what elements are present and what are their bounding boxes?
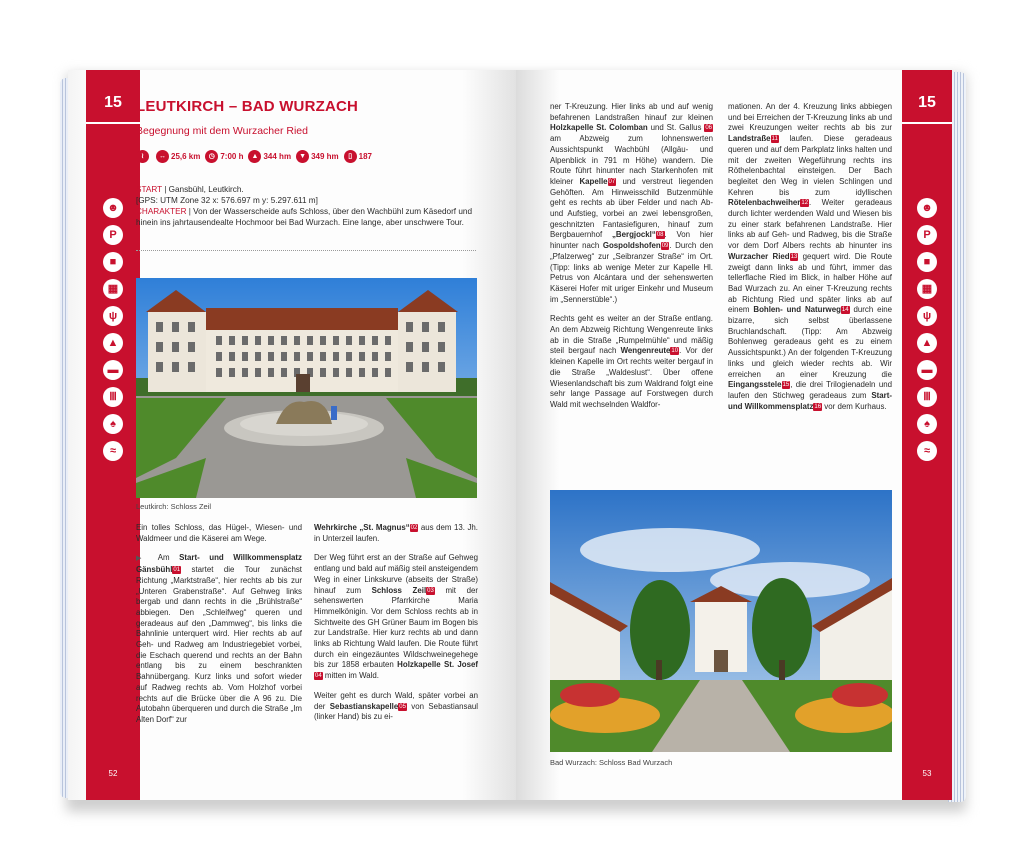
castle-window <box>359 352 365 361</box>
text-column-3 <box>550 102 713 420</box>
phone-icon: ▯ <box>344 150 357 163</box>
stat-value: 7:00 h <box>220 152 244 161</box>
character-text: | Von der Wasserscheide aufs Schloss, über den Wachbühl zum Käsedorf und hinein ins jahrtausendealte Hochmoor bei Bad Wurzach. Eine lange, aber unschwere Tour. <box>136 207 473 227</box>
castle-window <box>372 368 378 377</box>
page-number: 52 <box>108 769 118 778</box>
body-text: durch eine bizarre, sich selbst überlassene Bruchlandschaft. (Tipp: Am Abzweig Bohlenweg geradeaus geht es zu einem Aussichtspunkt.) An der folgenden T-Kreuzung links und gleich wieder rechts ab. Wir erreichen an einer Kreuzung die <box>728 305 892 379</box>
castle-window <box>385 352 391 361</box>
body-text: . Von hier hinunter nach <box>550 230 713 251</box>
stat-item <box>248 150 291 163</box>
stat-value: 187 <box>358 152 372 161</box>
place-name: Landstraße <box>728 134 771 144</box>
castle-window <box>268 368 274 377</box>
tab-divider-right <box>902 122 952 124</box>
castle-window <box>229 336 235 345</box>
body-text: gequert wird. Die Route zweigt dann links ab und führt, immer das tellerflache Ried im Blick, in halber Höhe auf Bad Wurzach zu. An einer T-Kreuzung rechts ab Richtung Ried und später links ab auf einem <box>728 251 892 315</box>
stat-value: 344 hm <box>263 152 292 161</box>
castle-window <box>346 352 352 361</box>
stat-item <box>136 150 151 163</box>
body-text: laufen. Diese geradeaus queren und auf dem Parkplatz links halten und mit der zweiten Wegeführung rechts ins Röthelenbachtal einsteigen. Der Bach begleitet den Weg in vielen Schlingen und Kehren bis zum idyllischen <box>728 134 892 197</box>
body-text: mit der sehenswerten Pfarrkirche Maria Himmelkönigin. Vor dem Schloss rechts ab in Sichtweite des GH Grüner Baum im Bogen bis zur Landstraße. Hier kurz rechts ab und dann links ab Richtung Wald laufen. Die Route führt durch ein eingezäuntes Wildschweinegehege bis zur 1858 erbauten <box>314 585 478 670</box>
castle-window <box>242 368 248 377</box>
body-text: aus dem 13. Jh. in Unterzeil laufen. <box>314 523 478 543</box>
route-paragraph-4 <box>314 691 478 723</box>
castle-window <box>242 336 248 345</box>
parking-icon: P <box>917 225 937 245</box>
restaurant-icon: ψ <box>103 306 123 326</box>
castle-window <box>172 322 179 332</box>
castle-window <box>346 336 352 345</box>
stat-value: 349 hm <box>311 152 339 161</box>
swimming-icon: ≈ <box>917 441 937 461</box>
photo-caption-left: Leutkirch: Schloss Zeil <box>136 502 212 511</box>
text-column-2 <box>314 523 478 732</box>
waypoint-marker: 03 <box>427 587 434 594</box>
bed-icon: ▬ <box>917 360 937 380</box>
place-name: Wengenreute <box>620 346 671 356</box>
stat-item <box>296 150 339 163</box>
castle-window <box>406 322 413 332</box>
castle-window <box>188 362 195 372</box>
castle-window <box>385 368 391 377</box>
place-name: Bohlen- und Naturweg <box>753 305 841 315</box>
body-text: , die drei Trilogienadeln und laufen den Stichweg geradeaus zum <box>728 380 892 400</box>
body-text: . Vor der kleinen Kapelle im Ort rechts weiter bergauf in die Straße „Waldeslust“. Über offene Wiesenlandschaft bis zum Waldrand folgt eine sehr lange Passage auf Forstwegen durch Wald mit wechselnden Waldfor- <box>550 346 713 409</box>
body-text: . Weiter geradeaus durch lichter werdenden Wald und Wiesen bis zu einer stark befahrenen Landstraße. Hier links ab auf Geh- und Radweg, bis die Straße vor dem Dorf Albers rechts ab hinunter ins <box>728 198 892 251</box>
bear-icon: ☻ <box>103 198 123 218</box>
body-text: . Durch den „Pfalzerweg“ zur „Seibranzer Straße“ im Ort. (Tipp: links ab wenige Meter zur Kapelle Hl. Petrus von Alcántara und der sehenswerten Käserei Hofer mit uriger Einkehr und Museum im „Sennerstüble“.) <box>550 241 713 304</box>
stat-value: 25,6 km <box>171 152 201 161</box>
photo-schloss-zeil <box>136 278 477 498</box>
camping-icon: ▲ <box>103 333 123 353</box>
tab-icon-column <box>86 198 140 468</box>
castle-window <box>406 362 413 372</box>
castle-window <box>242 352 248 361</box>
bed-icon: ▬ <box>103 360 123 380</box>
castle-window <box>307 336 313 345</box>
waypoint-marker: 08 <box>656 232 664 239</box>
castle-window <box>255 368 261 377</box>
swimming-icon: ≈ <box>103 441 123 461</box>
tour-title: LEUTKIRCH – BAD WURZACH <box>136 98 359 115</box>
place-name: Kapelle <box>579 176 608 186</box>
route-paragraph-1 <box>136 553 302 725</box>
castle-window <box>346 368 352 377</box>
castle-window <box>385 336 391 345</box>
camping-icon: ▲ <box>917 333 937 353</box>
waypoint-marker: 02 <box>410 525 418 531</box>
place-name: Schloss Zeil <box>371 585 427 595</box>
place-name: Start- und Willkommensplatz Gänsbühl <box>136 553 302 575</box>
waypoint-marker: 07 <box>608 178 616 185</box>
bear-icon: ☻ <box>917 198 937 218</box>
place-name: Holzkapelle St. Josef <box>397 660 478 670</box>
body-text: am Abzweig zum lohnenswerten Aussichtspunkt Wachbühl (Allgäu- und Alpenblick in 791 m Höhe) wandern. Die Route führt hinunter nach Starkenhofen mit kleiner <box>550 134 713 186</box>
museum-icon: Ⅲ <box>103 387 123 407</box>
body-text: und St. Gallus <box>647 123 705 133</box>
castle-window <box>216 368 222 377</box>
waypoint-marker: 15 <box>782 382 790 389</box>
page-number-right: 53 <box>922 769 932 778</box>
dotted-divider <box>136 250 476 251</box>
right-red-tab <box>902 70 952 800</box>
place-name: Rötelenbachweiher <box>728 198 801 208</box>
stat-item <box>205 150 243 163</box>
tour-subtitle: Begegnung mit dem Wurzacher Ried <box>136 125 308 137</box>
body-text: startet die Tour zunächst Richtung „Marktstraße“, hier rechts ab bis zur „Unteren Grabenstraße“. Auf Gehweg links bergab und dann rechts in die „Brühlstraße“ abbiegen. Den „Schleifweg“ queren und geradeaus auf den „Dammweg“, bis links die Bahnlinie unterquert wird. Hier rechts ab auf Geh- und Radweg am Industriegebiet vorbei, die Eschach querend und rechts an der Bahn entlang bis zu einem beschrankten Bahnübergang. Kurz links und sofort wieder auf Radweg rechts ab. Vom Holzhof vorbei rechts auf die Brücke über die A 96 zu. Die Autobahn überqueren und durch die Straße „Im Alten Dorf“ zur <box>136 565 302 724</box>
distance-icon: ↔ <box>156 150 169 163</box>
bus-icon: ■ <box>103 252 123 272</box>
waypoint-marker: 14 <box>841 307 849 314</box>
tree-icon: ♠ <box>103 414 123 434</box>
waypoint-marker: 11 <box>771 136 778 143</box>
intro-paragraph: Ein tolles Schloss, das Hügel-, Wiesen- und Waldmeer und die Käserei am Wege. <box>136 523 302 543</box>
route-paragraph-5 <box>550 102 713 305</box>
castle-window <box>216 336 222 345</box>
route-paragraph-2 <box>314 523 478 544</box>
museum-icon: Ⅲ <box>917 387 937 407</box>
route-paragraph-6 <box>550 314 713 410</box>
body-text: Der Weg führt erst an der Straße auf Gehweg entlang und bald auf mäßig steil ansteigendem Weg in einer Linkskurve (abseits der Straße) hinauf zum <box>314 553 478 595</box>
castle-window <box>359 368 365 377</box>
place-name: Gospoldshofen <box>602 241 661 251</box>
body-text: vor dem Kurhaus. <box>822 401 887 411</box>
waypoint-marker: 01 <box>173 567 181 574</box>
text-column-4 <box>728 102 892 421</box>
body-text: ner T-Kreuzung. Hier links ab und auf wenig befahrenen Landstraßen hinauf zur kleinen <box>550 102 713 122</box>
castle-window <box>320 368 326 377</box>
castle-window <box>255 352 261 361</box>
castle-window <box>294 352 300 361</box>
castle-window <box>438 322 445 332</box>
waypoint-marker: 16 <box>814 403 822 410</box>
tree-icon: ♠ <box>917 414 937 434</box>
castle-window <box>156 322 163 332</box>
castle-window <box>372 352 378 361</box>
arrow-marker-icon: ▶ <box>136 555 149 563</box>
tour-number-right: 15 <box>918 94 936 111</box>
waypoint-marker: 06 <box>705 125 712 132</box>
castle-window <box>156 342 163 352</box>
castle-window <box>333 352 339 361</box>
bus-icon: ■ <box>917 252 937 272</box>
body-text: und verstreut liegenden Gehöften. Am Hinweisschild Butzenmühle geht es rechts ab über Felder und nach Ab- und Aufstieg, vorbei an zwei lebensgroßen, geschnitzten Fantasiefiguren, hinauf zum Bergbauernhof <box>550 176 713 240</box>
clock-icon: ◷ <box>205 150 218 163</box>
castle-window <box>438 362 445 372</box>
castle-window <box>281 368 287 377</box>
castle-window <box>422 342 429 352</box>
left-red-tab <box>86 70 140 800</box>
castle-window <box>268 336 274 345</box>
castle-window <box>172 342 179 352</box>
place-name: Holzkapelle St. Colomban <box>550 123 648 133</box>
descent-icon: ▼ <box>296 150 309 163</box>
castle-window <box>268 352 274 361</box>
right-page <box>516 70 952 800</box>
castle-window <box>156 362 163 372</box>
route-paragraph-3 <box>314 553 478 681</box>
castle-window <box>294 336 300 345</box>
castle-window <box>281 336 287 345</box>
tab-icon-column-right <box>902 198 952 468</box>
shop-icon: ▦ <box>917 279 937 299</box>
tour-stats <box>136 150 372 163</box>
character-label: CHARAKTER <box>136 207 187 216</box>
castle-window <box>422 322 429 332</box>
gps-text: [GPS: UTM Zone 32 x: 576.697 m y: 5.297.611 m] <box>136 196 318 205</box>
stat-item <box>344 150 372 163</box>
waypoint-marker: 13 <box>790 253 798 260</box>
castle-window <box>281 352 287 361</box>
castle-window <box>172 362 179 372</box>
castle-window <box>333 368 339 377</box>
place-name: Eingangsstele <box>728 380 782 390</box>
castle-window <box>406 342 413 352</box>
place-name: Start- und Willkommensplatz <box>728 390 892 411</box>
castle-window <box>320 336 326 345</box>
body-text: mationen. An der 4. Kreuzung links abbiegen und bei Erreichen der T-Kreuzung links ab und zwei Kreuzungen weiter rechts ab bis zur <box>728 102 892 133</box>
waypoint-marker: 10 <box>671 348 679 355</box>
body-text: von Sebastiansaul (linker Hand) bis zu ei- <box>314 701 478 722</box>
castle-window <box>372 336 378 345</box>
stat-item <box>156 150 200 163</box>
start-label: START <box>136 185 162 194</box>
body-text: mitten im Wald. <box>322 671 379 681</box>
restaurant-icon: ψ <box>917 306 937 326</box>
place-name: „Bergjockl“ <box>611 230 656 240</box>
castle-window <box>188 322 195 332</box>
castle-window <box>359 336 365 345</box>
place-name: Sebastianskapelle <box>329 701 399 711</box>
castle-window <box>422 362 429 372</box>
castle-window <box>333 336 339 345</box>
castle-window <box>307 352 313 361</box>
body-text: Weiter geht es durch Wald, später vorbei an der <box>314 690 478 711</box>
place-name: Wurzacher Ried <box>728 251 790 261</box>
parking-icon: P <box>103 225 123 245</box>
text-column-1 <box>136 523 302 735</box>
waypoint-marker: 04 <box>315 673 322 680</box>
castle-window <box>188 342 195 352</box>
waypoint-marker: 09 <box>661 243 669 250</box>
photo-schloss-bad-wurzach <box>550 490 892 752</box>
left-page <box>68 70 516 800</box>
body-text: Rechts geht es weiter an der Straße entlang. An dem Abzweig Richtung Wengenreute links ab in die Straße „Rumpelmühle“ und mäßig steil bergauf nach <box>550 314 713 356</box>
start-text: | Gansbühl, Leutkirch. <box>161 185 244 194</box>
tab-divider <box>86 122 140 124</box>
tour-number: 15 <box>104 94 122 111</box>
castle-window <box>255 336 261 345</box>
body-text: Am <box>157 553 180 563</box>
waypoint-marker: 12 <box>801 200 809 207</box>
waypoint-marker: 05 <box>399 703 406 710</box>
castle-window <box>438 342 445 352</box>
tour-info-block <box>136 184 476 228</box>
castle-window <box>229 368 235 377</box>
castle-window <box>216 352 222 361</box>
place-name: Wehrkirche „St. Magnus“ <box>314 523 410 532</box>
ascent-icon: ▲ <box>248 150 261 163</box>
route-paragraph-7 <box>728 102 892 412</box>
photo-caption-right: Bad Wurzach: Schloss Bad Wurzach <box>550 758 673 767</box>
route-icon: ≀ <box>136 150 149 163</box>
castle-window <box>229 352 235 361</box>
shop-icon: ▦ <box>103 279 123 299</box>
castle-window <box>320 352 326 361</box>
